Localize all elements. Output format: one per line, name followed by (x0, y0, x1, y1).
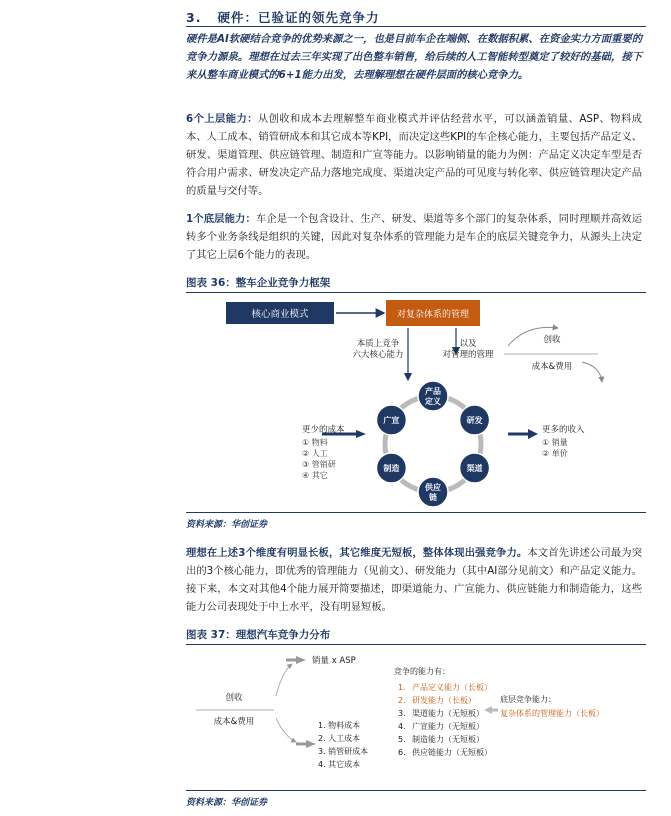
comp-item-num-2: 2. (398, 696, 406, 705)
comp-list (398, 682, 492, 757)
revenue-to-formula-arrow (276, 664, 292, 696)
complex-system-management-label: 对复杂体系的管理 (396, 310, 470, 320)
less-cost-item-1: ① 物料 (302, 438, 328, 447)
capability-label-3: 渠道 (466, 464, 483, 473)
cost-to-items-arrow (276, 718, 296, 742)
summary-lead: 理想在上述3个维度有明显长板，其它维度无短板，整体体现出强竞争力。 (186, 547, 528, 559)
figure-37-bottom-rule (186, 790, 646, 791)
figure-36-caption: 图表 36：整车企业竞争力框架 (186, 277, 331, 289)
comp-item-num-1: 1. (398, 683, 406, 692)
cost-arrow (582, 362, 602, 382)
revenue-label: 创收 (543, 335, 561, 345)
figure-37-diagram (186, 646, 646, 786)
capability-label-1-1: 产品 (425, 387, 441, 396)
upper-ability-lead: 6个上层能力： (186, 113, 258, 125)
base-title: 底层竞争能力： (500, 695, 556, 704)
cost-item-2: 2. 人工成本 (318, 734, 361, 743)
capability-ring (376, 381, 489, 507)
comp-item-num-4: 4. (398, 722, 406, 731)
capability-label-6: 广宣 (383, 416, 400, 425)
lower-ability-text: 车企是一个包含设计、生产、研发、渠道等多个部门的复杂体系，同时理顺并高效运转多个业务条线是组织的关键，因此对复杂体系的管理能力是车企的底层关键竞争力，从源头上决定了其它上层6个能力的表现。 (186, 213, 642, 261)
side-label-2: 对管理的管理 (442, 350, 494, 360)
cost-box-label: 成本&费用 (213, 717, 255, 727)
cost-label: 成本&费用 (531, 362, 573, 372)
capability-circle-4 (418, 477, 448, 507)
section-number: 3. (186, 10, 202, 25)
cost-item-3: 3. 销管研成本 (318, 747, 369, 756)
lower-ability-lead: 1个底层能力： (186, 213, 256, 225)
capability-label-4-2: 链 (429, 493, 437, 502)
comp-item-num-5: 5. (398, 735, 406, 744)
capability-label-5: 制造 (383, 464, 400, 473)
capability-label-2: 研发 (466, 416, 483, 425)
less-cost-item-3: ③ 管销研 (302, 460, 336, 469)
upper-ability-text: 从创收和成本去理解整车商业模式并评估经营水平，可以涵盖销量、ASP、物料成本、人工成本、销管研成本和其它成本等KPI，而决定这些KPI的车企核心能力，主要包括产品定义、研发、渠道管理、供应链管理、制造和广宣等能力。以影响销量的能力为例：产品定义决定车型是否符合用户需求、研发决定产品力落地完成度、渠道决定产品的可见度与转化率、供应链管理决定产品的质量与交付等。 (186, 113, 642, 197)
figure-36-rule (186, 292, 646, 293)
upper-ability-paragraph (186, 110, 642, 200)
core-business-model-label: 核心商业模式 (251, 309, 309, 320)
heading-rule (186, 26, 646, 27)
mid-label-1: 本质上竞争 (356, 339, 400, 349)
more-revenue-item-2: ② 单价 (542, 449, 568, 458)
comp-item-1: 产品定义能力（长板） (412, 683, 492, 692)
less-cost-title: 更少的成本 (302, 425, 345, 435)
source-note-1: 资料来源：华创证券 (186, 520, 268, 530)
less-cost-item-4: ④ 其它 (302, 471, 328, 480)
capability-label-4-1: 供应 (425, 483, 441, 492)
comp-item-4: 广宣能力（无短板） (412, 722, 484, 731)
figure-37-rule (186, 644, 646, 645)
lower-ability-paragraph (186, 210, 642, 264)
figure-37-caption: 图表 37：理想汽车竞争力分布 (186, 629, 331, 641)
more-revenue-item-1: ① 销量 (542, 438, 568, 447)
comp-title: 竞争的能力有： (394, 667, 450, 676)
capability-label-1-2: 定义 (425, 397, 441, 406)
comp-item-6: 供应链能力（无短板） (412, 748, 492, 757)
comp-item-2: 研发能力（长板） (412, 696, 476, 705)
summary-paragraph (186, 544, 642, 616)
comp-item-num-6: 6. (398, 748, 406, 757)
section-heading (186, 8, 380, 26)
more-revenue-title: 更多的收入 (542, 425, 585, 435)
source-note-2: 资料来源：华创证券 (186, 798, 268, 808)
mid-label-2: 六大核心能力 (352, 350, 404, 360)
intro-paragraph: 硬件是AI软硬结合竞争的优势来源之一，也是目前车企在端侧、在数据积累、在资金实力方面重要的竞争力源泉。理想在过去三年实现了出色整车销售，给后续的人工智能转型奠定了较好的基础，接下来从整车商业模式的6+1能力出发，去理解理想在硬件层面的核心竞争力。 (186, 33, 642, 81)
comp-item-5: 制造能力（无短板） (412, 735, 484, 744)
comp-item-num-3: 3. (398, 709, 406, 718)
comp-item-3: 渠道能力（无短板） (412, 709, 484, 718)
side-label-1: 以及 (459, 339, 477, 349)
cost-item-4: 4. 其它成本 (318, 760, 361, 769)
figure-36-bottom-rule (186, 512, 646, 513)
revenue-box-label: 创收 (225, 693, 243, 703)
more-revenue-arrow-head (528, 429, 538, 439)
capability-circle-1 (418, 381, 448, 411)
cost-item-1: 1. 物料成本 (318, 721, 361, 730)
formula-text: 销量 x ASP (312, 656, 356, 666)
less-cost-item-2: ② 人工 (302, 449, 328, 458)
base-text: 复杂体系的管理能力（长板） (500, 709, 604, 718)
summary-text: 本文首先讲述公司最为突出的3个核心能力，即优秀的管理能力（见前文）、研发能力（其中AI部分见前文）和产品定义能力。接下来，本文对其他4个能力展开简要描述，即渠道能力、广宣能力、供应链能力和制造能力，这些能力公司表现处于中上水平，没有明显短板。 (186, 547, 643, 613)
section-title: 硬件：已验证的领先竞争力 (217, 10, 380, 25)
figure-36-diagram (186, 294, 646, 510)
